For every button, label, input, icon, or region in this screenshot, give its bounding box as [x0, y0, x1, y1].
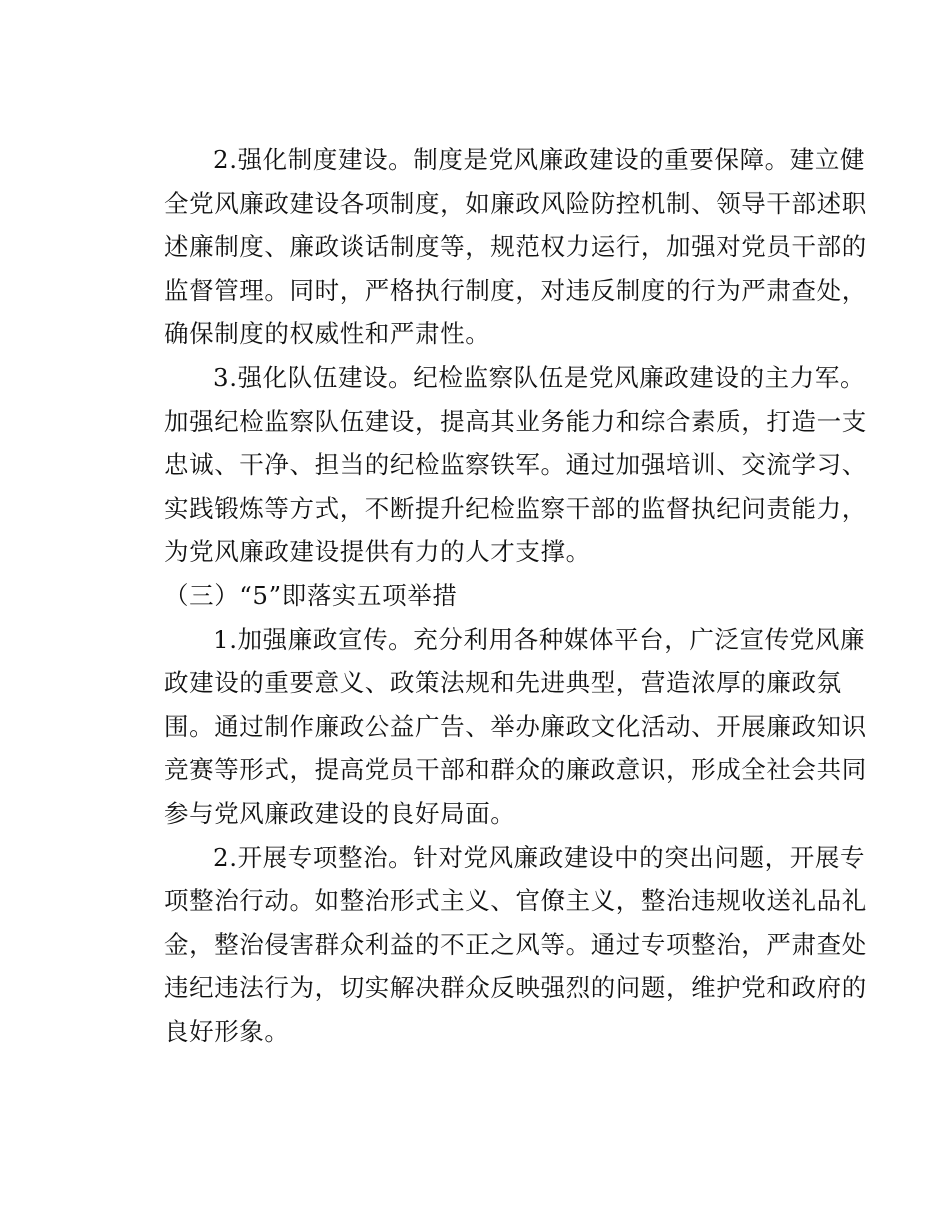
paragraph-integrity-publicity — [115, 618, 867, 836]
text-line: 1.加强廉政宣传。充分利用各种媒体平台，广泛宣传党风廉 — [213, 624, 866, 654]
text-line: 项整治行动。如整治形式主义、官僚主义，整治违规收送礼品礼 — [164, 886, 867, 916]
text-line: 实践锻炼等方式，不断提升纪检监察干部的监督执纪问责能力， — [164, 493, 867, 523]
text-line: 2.强化制度建设。制度是党风廉政建设的重要保障。建立健 — [213, 145, 866, 174]
text-line: 政建设的重要意义、政策法规和先进典型，营造浓厚的廉政氛 — [164, 668, 842, 698]
paragraph-team-building — [115, 356, 867, 574]
text-line: 忠诚、干净、担当的纪检监察铁军。通过加强培训、交流学习、 — [164, 450, 867, 480]
paragraph-institution-building — [115, 138, 867, 356]
text-line: 全党风廉政建设各项制度，如廉政风险防控机制、领导干部述职 — [164, 188, 867, 218]
text-line: 2.开展专项整治。针对党风廉政建设中的突出问题，开展专 — [213, 842, 866, 872]
text-line: 围。通过制作廉政公益广告、举办廉政文化活动、开展廉政知识 — [164, 711, 867, 741]
section-heading: （三）“5”即落实五项举措 — [164, 580, 458, 610]
text-line: 违纪违法行为，切实解决群众反映强烈的问题，维护党和政府的 — [164, 973, 867, 1003]
text-line: 加强纪检监察队伍建设，提高其业务能力和综合素质，打造一支 — [164, 406, 867, 436]
text-line: 参与党风廉政建设的良好局面。 — [164, 798, 516, 828]
text-line: 监督管理。同时，严格执行制度，对违反制度的行为严肃查处， — [164, 275, 867, 305]
paragraph-special-rectification — [115, 836, 867, 1054]
text-line: 金，整治侵害群众利益的不正之风等。通过专项整治，严肃查处 — [164, 929, 867, 959]
text-line: 确保制度的权威性和严肃性。 — [164, 319, 491, 349]
text-line: 竞赛等形式，提高党员干部和群众的廉政意识，形成全社会共同 — [164, 755, 867, 785]
text-line: 为党风廉政建设提供有力的人才支撑。 — [164, 537, 591, 567]
text-line: 述廉制度、廉政谈话制度等，规范权力运行，加强对党员干部的 — [164, 232, 867, 262]
text-line: 3.强化队伍建设。纪检监察队伍是党风廉政建设的主力军。 — [213, 362, 866, 392]
document-body — [115, 138, 867, 1053]
text-line: 良好形象。 — [164, 1016, 290, 1046]
